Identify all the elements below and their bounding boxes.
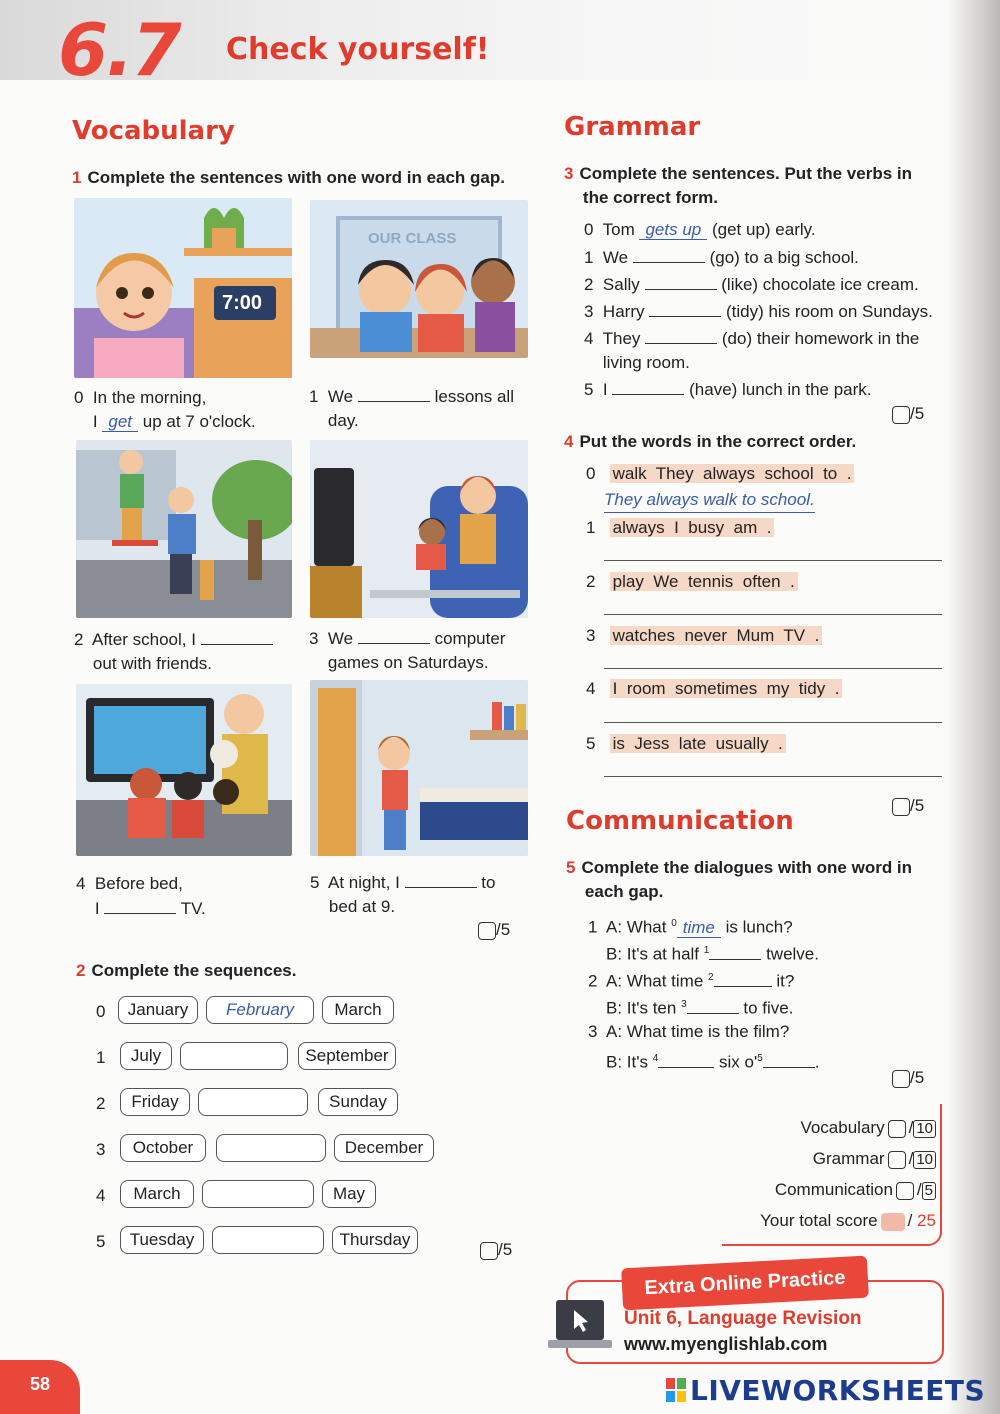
- dialogue-line-1a: 1 A: What $^0$ time is lunch?: [588, 917, 793, 937]
- dialogue-line-2a: 2 A: What time $^2$ it?: [588, 966, 794, 994]
- answer-gap[interactable]: [658, 1050, 714, 1068]
- answer-gap[interactable]: [714, 969, 772, 987]
- seq-word: July: [120, 1042, 172, 1070]
- communication-heading: Communication: [566, 806, 794, 836]
- seq-word: Tuesday: [120, 1226, 204, 1254]
- vocabulary-heading: Vocabulary: [72, 116, 235, 146]
- picture-children-in-class: [310, 200, 528, 358]
- order-item-4: 4 I room sometimes my tidy .: [586, 677, 842, 701]
- order-item-3: 3 watches never Mum TV .: [586, 624, 822, 648]
- seq-answer-field-5[interactable]: [212, 1226, 324, 1254]
- answer-gap[interactable]: [612, 377, 684, 395]
- total-row-score: Your total score / 25: [760, 1211, 936, 1230]
- score-ex3: /5: [892, 404, 924, 424]
- seq-answer-field-3[interactable]: [216, 1134, 326, 1162]
- total-row-grammar: Grammar / 10: [776, 1149, 936, 1169]
- total-score-box[interactable]: [881, 1213, 905, 1231]
- score-box[interactable]: [896, 1182, 914, 1200]
- grammar-item-1: 1 We (go) to a big school.: [584, 245, 859, 270]
- score-ex4: /5: [892, 796, 924, 816]
- picture-boy-going-to-bed: [310, 680, 528, 856]
- seq-word: Friday: [120, 1088, 190, 1116]
- vocab-item-2: 2 After school, I out with friends.: [74, 627, 304, 676]
- vocab-item-5: 5 At night, I to bed at 9.: [310, 870, 530, 919]
- answer-gap[interactable]: [709, 942, 761, 960]
- score-box[interactable]: [888, 1151, 906, 1169]
- answer-gap-5[interactable]: [405, 870, 477, 888]
- exercise-5-instruction: 5 Complete the dialogues with one word in each gap.: [566, 858, 913, 901]
- total-row-communication: Communication / 5: [716, 1180, 936, 1200]
- unit-number: 6.7: [58, 8, 180, 92]
- order-answer-line-1[interactable]: [604, 560, 942, 561]
- score-box[interactable]: [892, 798, 910, 816]
- seq-row-3-num: 3: [96, 1140, 106, 1159]
- seq-word: March: [120, 1180, 194, 1208]
- practice-unit: Unit 6, Language Revision: [624, 1308, 862, 1329]
- vocab-item-4: 4 Before bed, I TV.: [76, 874, 206, 918]
- answer-gap[interactable]: [687, 996, 739, 1014]
- order-answer-line-4[interactable]: [604, 722, 942, 723]
- picture-family-watching-tv: [76, 684, 292, 856]
- seq-row-0-num: 0: [96, 1002, 106, 1021]
- exercise-4-instruction: 4 Put the words in the correct order.: [564, 432, 857, 451]
- seq-answer-field-1[interactable]: [180, 1042, 288, 1070]
- page-number: 58: [0, 1360, 80, 1414]
- page-title: Check yourself!: [226, 32, 490, 67]
- picture-boys-skateboarding: [76, 440, 292, 618]
- order-answer-line-3[interactable]: [604, 668, 942, 669]
- total-row-vocabulary: Vocabulary / 10: [776, 1118, 936, 1138]
- picture-girl-waking-up: [74, 198, 292, 378]
- score-ex2: /5: [480, 1240, 512, 1260]
- grammar-heading: Grammar: [564, 112, 701, 142]
- seq-word: Sunday: [318, 1088, 398, 1116]
- score-box[interactable]: [478, 922, 496, 940]
- laptop-icon: [548, 1296, 612, 1361]
- grammar-item-3: 3 Harry (tidy) his room on Sundays.: [584, 299, 933, 324]
- vocab-item-0: 0 In the morning, I get up at 7 o'clock.: [74, 388, 256, 431]
- score-ex5: /5: [892, 1068, 924, 1088]
- picture-children-playing-games: [310, 440, 528, 618]
- seq-word: Thursday: [332, 1226, 418, 1254]
- dialogue-line-1b: B: It's at half $^1$ twelve.: [606, 939, 819, 967]
- answer-gap[interactable]: [645, 272, 717, 290]
- order-item-1: 1 always I busy am .: [586, 516, 774, 540]
- seq-row-2-num: 2: [96, 1094, 106, 1113]
- seq-answer-example: February: [206, 996, 314, 1024]
- answer-gap-2[interactable]: [201, 627, 273, 645]
- seq-word: December: [334, 1134, 434, 1162]
- order-answer-line-5[interactable]: [604, 776, 942, 777]
- dialogue-line-2b: B: It's ten $^3$ to five.: [606, 993, 793, 1021]
- seq-word: March: [322, 996, 394, 1024]
- grammar-item-4: 4 They (do) their homework in the living room.: [584, 326, 919, 375]
- seq-row-1-num: 1: [96, 1048, 106, 1067]
- seq-word: May: [322, 1180, 376, 1208]
- answer-gap-3[interactable]: [358, 626, 430, 644]
- score-box[interactable]: [892, 406, 910, 424]
- dialogue-line-3b: B: It's $^4$ six $o'^5$ .: [606, 1047, 820, 1075]
- grammar-item-5: 5 I (have) lunch in the park.: [584, 377, 872, 402]
- order-answer-line-2[interactable]: [604, 614, 942, 615]
- grammar-item-0: 0 Tom gets up (get up) early.: [584, 220, 816, 239]
- seq-word: September: [298, 1042, 396, 1070]
- practice-url-link[interactable]: www.myenglishlab.com: [624, 1334, 828, 1354]
- exercise-3-instruction: 3 Complete the sentences. Put the verbs in the correct form.: [564, 164, 912, 207]
- order-item-2: 2 play We tennis often .: [586, 570, 798, 594]
- seq-answer-field-4[interactable]: [202, 1180, 314, 1208]
- answer-example: time: [677, 918, 721, 938]
- liveworksheets-watermark: LIVEWORKSHEETS: [690, 1374, 986, 1407]
- seq-word: October: [120, 1134, 206, 1162]
- exercise-1-instruction: 1 Complete the sentences with one word in each gap.: [72, 168, 505, 187]
- answer-gap[interactable]: [649, 299, 721, 317]
- dialogue-line-3a: 3 A: What time is the film?: [588, 1022, 790, 1041]
- score-box[interactable]: [892, 1070, 910, 1088]
- board-text: OUR CLASS: [368, 230, 457, 247]
- vocab-item-3: 3 We computer games on Saturdays.: [309, 626, 529, 675]
- grammar-item-2: 2 Sally (like) chocolate ice cream.: [584, 272, 919, 297]
- page-binding-shadow: [946, 0, 1000, 1414]
- extra-practice-banner: Extra Online Practice: [621, 1256, 869, 1311]
- order-answer-example: They always walk to school.: [604, 488, 815, 513]
- seq-answer-field-2[interactable]: [198, 1088, 308, 1116]
- clock-display: 7:00: [222, 292, 263, 314]
- answer-gap-1[interactable]: [358, 384, 430, 402]
- seq-word: January: [118, 996, 198, 1024]
- seq-row-5-num: 5: [96, 1232, 106, 1251]
- order-item-0: 0 walk They always school to .: [586, 462, 854, 486]
- answer-gap[interactable]: [645, 326, 717, 344]
- answer-gap[interactable]: [763, 1050, 815, 1068]
- score-box[interactable]: [480, 1242, 498, 1260]
- liveworksheets-logo-icon: [666, 1378, 686, 1402]
- answer-gap[interactable]: [633, 245, 705, 263]
- order-item-5: 5 is Jess late usually .: [586, 732, 786, 756]
- score-box[interactable]: [888, 1120, 906, 1138]
- exercise-2-instruction: 2 Complete the sequences.: [76, 961, 297, 980]
- answer-gap-4[interactable]: [104, 896, 176, 914]
- answer-example: gets up: [639, 220, 707, 240]
- seq-row-4-num: 4: [96, 1186, 106, 1205]
- score-ex1: /5: [478, 920, 510, 940]
- answer-example: get: [102, 412, 138, 432]
- vocab-item-1: 1 We lessons all day.: [309, 384, 529, 433]
